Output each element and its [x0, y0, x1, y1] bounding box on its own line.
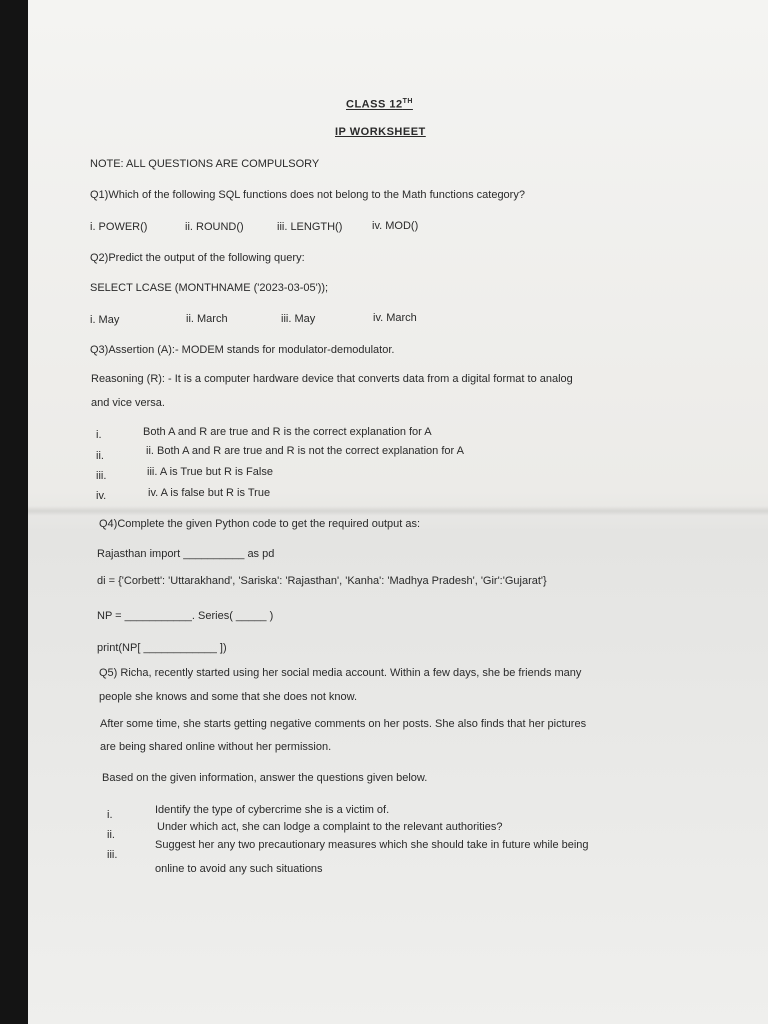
worksheet-title: IP WORKSHEET	[335, 126, 426, 138]
q4-question: Q4)Complete the given Python code to get the required output as:	[99, 518, 421, 530]
q5-para1-line1: Q5) Richa, recently started using her social media account. Within a few days, she be friends many	[99, 667, 582, 679]
q3-option-3-num: iii.	[96, 470, 107, 482]
q5-para2-line1: After some time, she starts getting negative comments on her posts. She also finds that her pictures	[100, 718, 587, 730]
q1-option-1: i. POWER()	[90, 221, 148, 233]
q2-option-1: i. May	[90, 314, 120, 326]
q2-option-3: iii. May	[281, 313, 316, 325]
q5-item-2: Under which act, she can lodge a complaint to the relevant authorities?	[157, 821, 503, 833]
q3-assertion: Q3)Assertion (A):- MODEM stands for modulator-demodulator.	[90, 344, 395, 356]
q3-option-4-num: iv.	[96, 490, 107, 502]
class-title: CLASS 12TH	[346, 98, 413, 111]
q4-code-line1: Rajasthan import __________ as pd	[97, 548, 275, 560]
q1-option-2: ii. ROUND()	[185, 221, 244, 233]
q2-query: SELECT LCASE (MONTHNAME ('2023-03-05'));	[90, 282, 329, 294]
q2-option-2: ii. March	[186, 313, 228, 325]
q3-option-3: iii. A is True but R is False	[147, 466, 273, 478]
q3-option-1-num: i.	[96, 429, 102, 441]
q3-option-2-num: ii.	[96, 450, 104, 462]
q5-item-3-num: iii.	[107, 849, 118, 861]
q3-option-1: Both A and R are true and R is the correct explanation for A	[143, 426, 432, 438]
q4-code-line3: NP = ___________. Series( _____ )	[97, 610, 274, 622]
q3-option-2: ii. Both A and R are true and R is not the correct explanation for A	[146, 445, 464, 457]
q5-para1-line2: people she knows and some that she does not know.	[99, 691, 358, 703]
q3-option-4: iv. A is false but R is True	[148, 487, 271, 499]
note-text: NOTE: ALL QUESTIONS ARE COMPULSORY	[90, 158, 320, 170]
q5-item-3-cont: online to avoid any such situations	[155, 863, 323, 875]
q1-question: Q1)Which of the following SQL functions does not belong to the Math functions category?	[90, 189, 525, 201]
q3-reasoning-line1: Reasoning (R): - It is a computer hardware device that converts data from a digital format to analog	[91, 373, 573, 385]
q4-code-line4: print(NP[ ____________ ])	[97, 642, 227, 654]
q4-code-line2: di = {'Corbett': 'Uttarakhand', 'Sariska': 'Rajasthan', 'Kanha': 'Madhya Pradesh', 'Gir':'Gujarat'}	[97, 575, 547, 587]
q2-option-4: iv. March	[373, 312, 417, 324]
q5-item-1-num: i.	[107, 809, 113, 821]
q5-para3: Based on the given information, answer the questions given below.	[102, 772, 428, 784]
q3-reasoning-line2: and vice versa.	[91, 397, 165, 409]
q1-option-3: iii. LENGTH()	[277, 221, 343, 233]
q5-item-2-num: ii.	[107, 829, 115, 841]
q1-option-4: iv. MOD()	[372, 220, 419, 232]
q5-item-1: Identify the type of cybercrime she is a victim of.	[155, 804, 390, 816]
q2-question: Q2)Predict the output of the following query:	[90, 252, 305, 264]
q5-para2-line2: are being shared online without her permission.	[100, 741, 332, 753]
q5-item-3: Suggest her any two precautionary measures which she should take in future while being	[155, 839, 589, 851]
paper-fold	[28, 506, 768, 516]
